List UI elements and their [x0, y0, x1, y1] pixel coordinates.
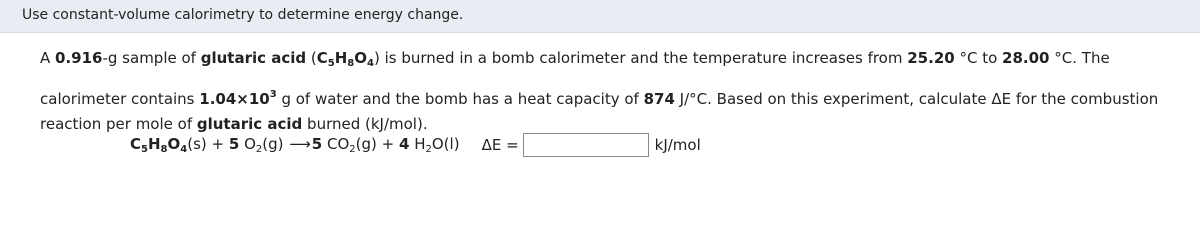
initial-temperature: 25.20 — [907, 49, 955, 67]
text-segment: reaction per mole of — [40, 115, 197, 133]
instruction-text: Use constant-volume calorimetry to determine energy change. — [22, 7, 464, 23]
text-segment: -g sample of — [102, 49, 201, 67]
compound-formula: $C_5H_8O_4$ — [316, 49, 374, 69]
problem-line-1 — [40, 46, 1170, 76]
heat-capacity: 874 — [643, 90, 675, 108]
delta-e-label: ΔE = — [481, 136, 519, 154]
answer-unit: kJ/mol — [654, 136, 701, 154]
text-segment: g of water and the bomb has a heat capacity of — [276, 90, 644, 108]
text-segment: A — [40, 49, 56, 67]
text-segment: °C to — [954, 49, 1003, 67]
answer-input[interactable] — [523, 133, 649, 157]
compound-name-2: glutaric acid — [196, 115, 303, 133]
text-segment: °C. The — [1049, 49, 1110, 67]
text-segment: ( — [306, 49, 317, 67]
text-segment: burned (kJ/mol). — [302, 115, 428, 133]
reaction-arrow-icon: ⟶ — [289, 135, 311, 153]
sample-mass: 0.916 — [55, 49, 103, 67]
compound-name: glutaric acid — [200, 49, 307, 67]
problem-line-2 — [40, 82, 1170, 112]
instruction-bar — [0, 0, 1200, 33]
problem-statement — [40, 46, 1170, 137]
text-segment: ) is burned in a bomb calorimeter and the temperature increases from — [374, 49, 908, 67]
text-segment: J/°C. Based on this experiment, calculate ΔE for the combustion — [674, 90, 1159, 108]
reaction-equation: $C_5H_8O_4(s) + 5$ $O_2(g)$ ⟶5 $CO_2(g) + 4$ $H_2O(l)$ — [130, 135, 460, 155]
final-temperature: 28.00 — [1002, 49, 1050, 67]
water-mass: $1.04\times 10^3$ — [199, 89, 277, 108]
reaction-equation-row — [130, 131, 701, 159]
text-segment: calorimeter contains — [40, 90, 200, 108]
